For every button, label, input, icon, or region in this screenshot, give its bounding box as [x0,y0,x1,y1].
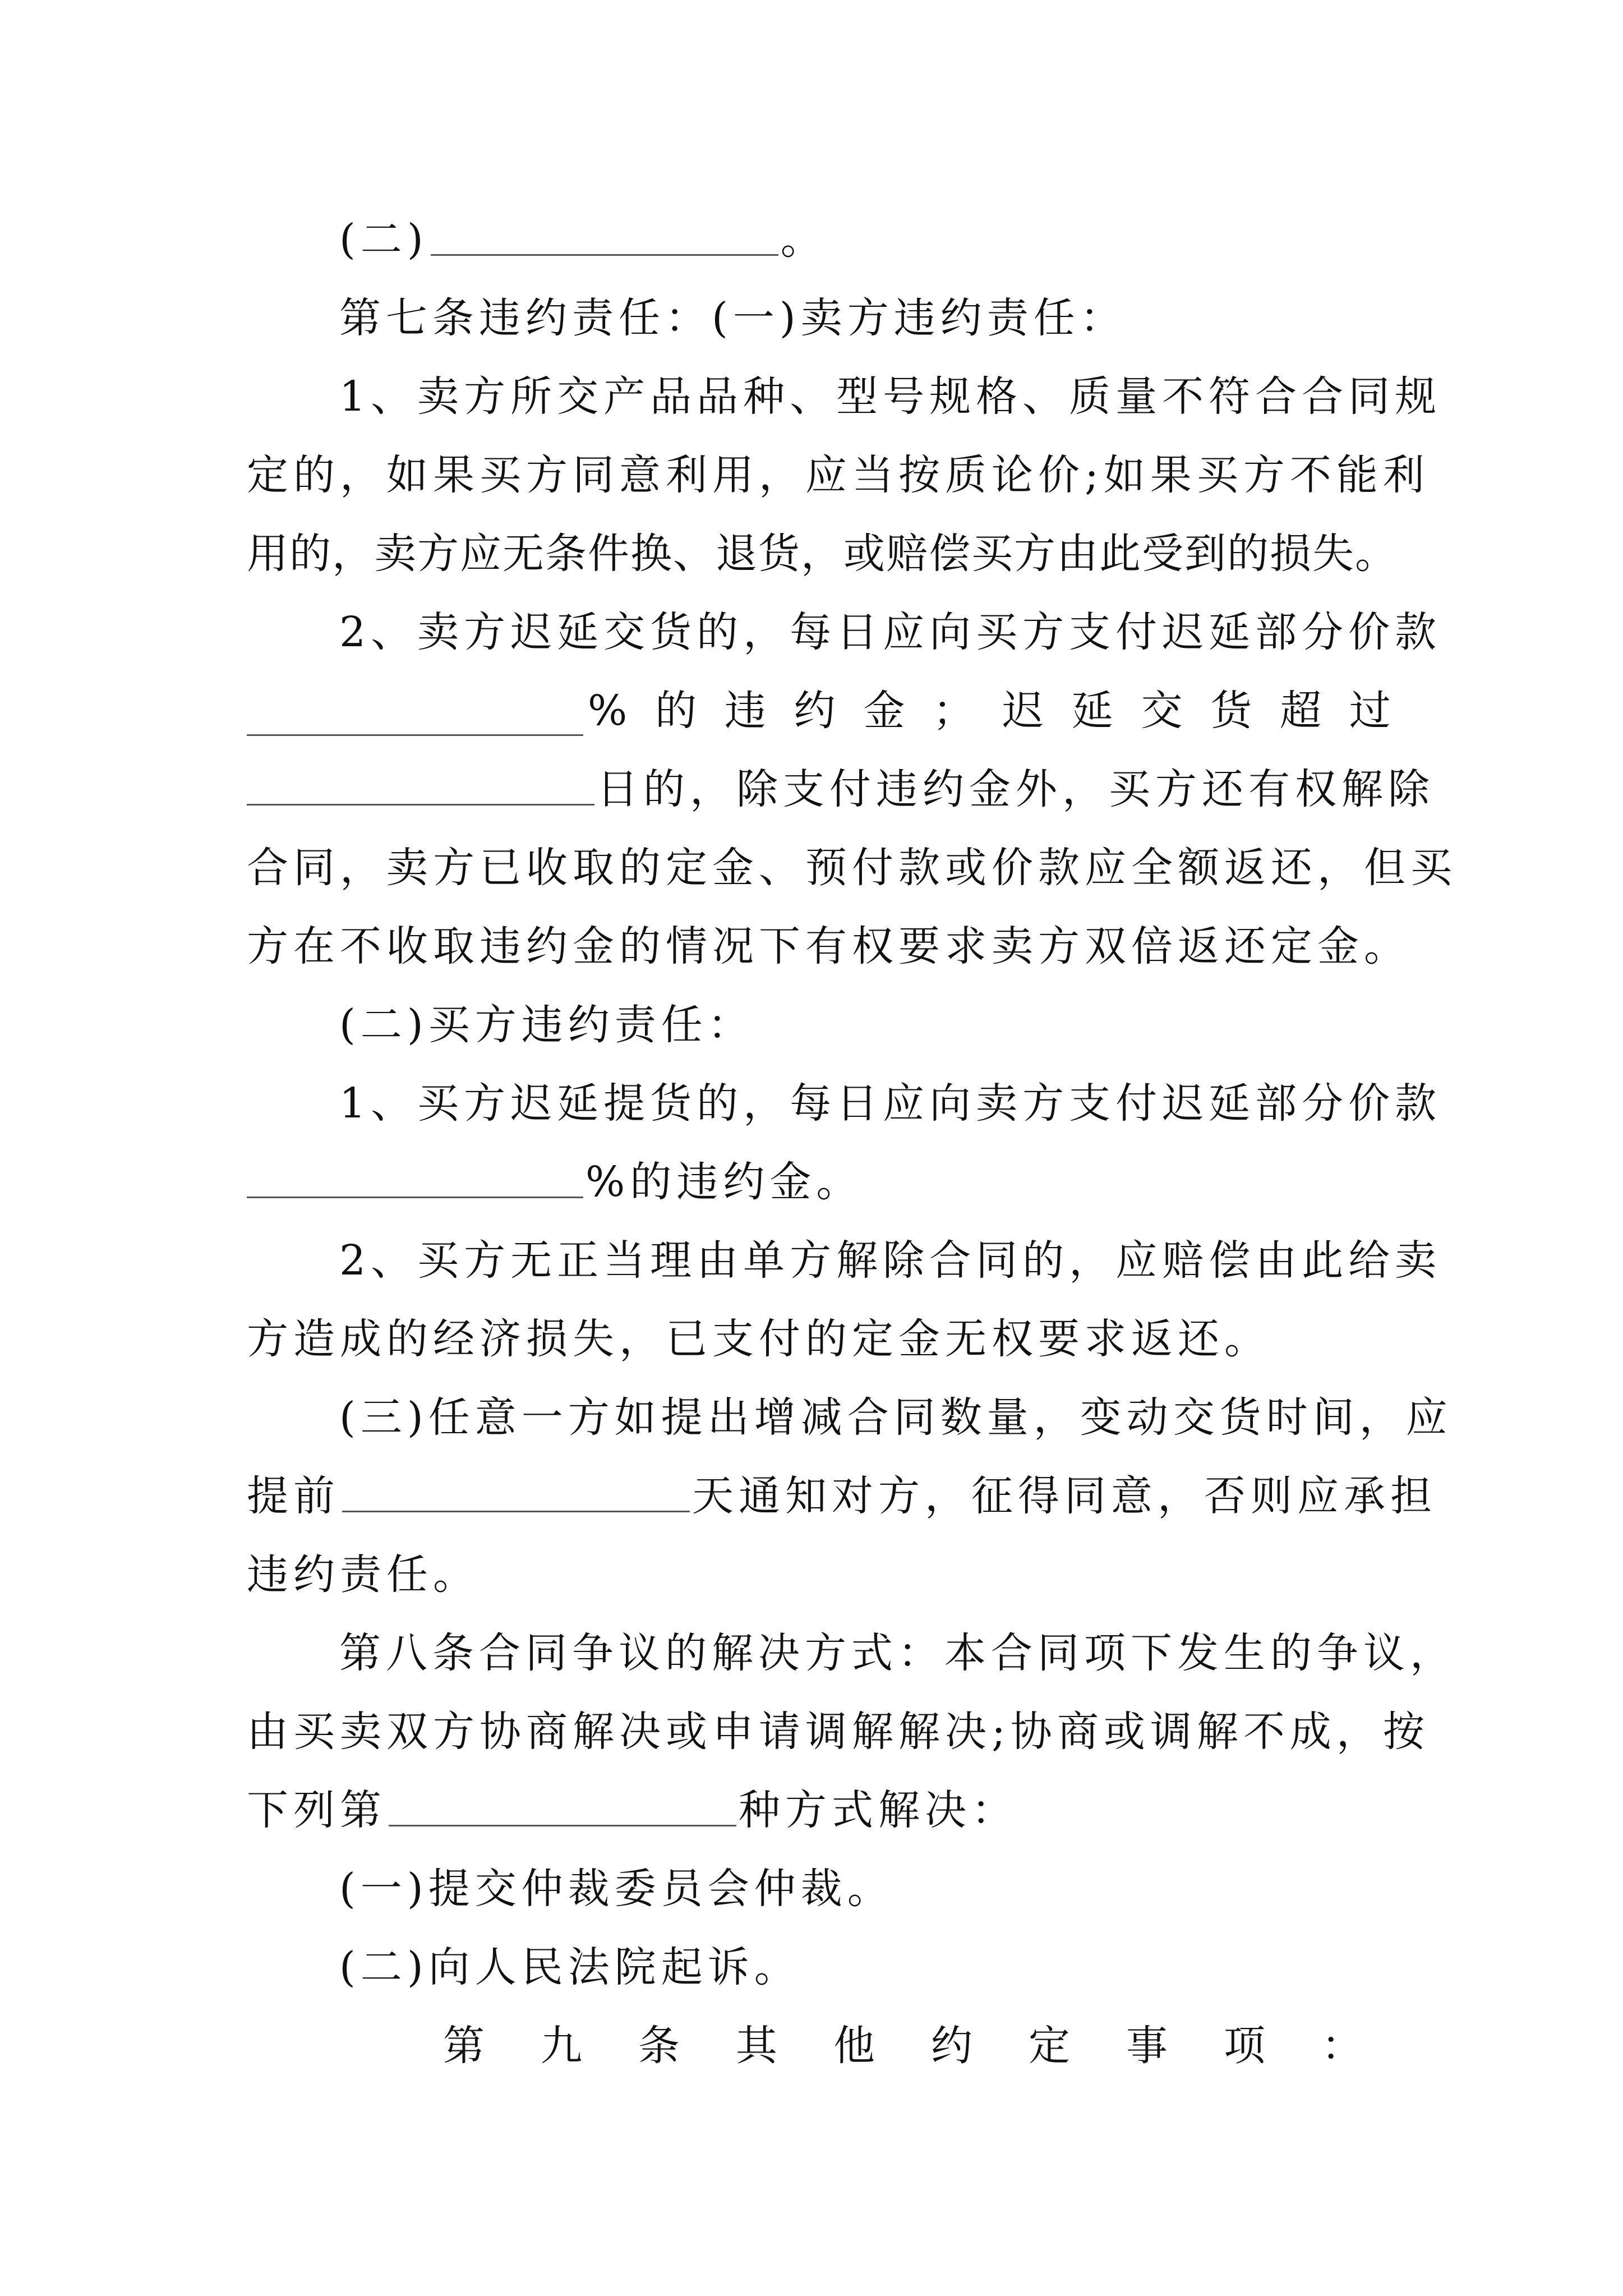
char: 迟 [1002,687,1044,735]
char: 的 [655,687,697,735]
paragraph-line: 违约责任。 [247,1550,479,1599]
delay-days-line [247,756,1435,823]
dispute-option-1: (一)提交仲裁委员会仲裁。 [339,1865,894,1913]
char: % [588,687,628,735]
spaced-text [588,677,1391,744]
blank-field[interactable] [342,1462,690,1512]
buyer-item-2: 2、买方无正当理由单方解除合同的，应赔偿由此给卖 [339,1236,1442,1285]
buyer-penalty-line [247,1148,1391,1216]
char: 货 [1210,687,1252,735]
line-text: 提前 [247,1472,340,1520]
article-8-heading: 第八条合同争议的解决方式：本合同项下发生的争议， [339,1629,1456,1677]
char: ： [1321,2022,1363,2070]
char: 延 [1071,687,1113,735]
buyer-item-1: 1、买方迟延提货的，每日应向卖方支付迟延部分价款 [339,1079,1442,1128]
paragraph-line: 合同，卖方已收取的定金、预付款或价款应全额返还，但买 [247,844,1457,892]
line-text: 日的，除支付违约金外，买方还有权解除 [597,765,1435,813]
item-suffix: 。 [780,215,827,264]
item-prefix: (二) [339,215,428,264]
char: ； [933,687,975,735]
article-7-seller-item-2: 2、卖方迟延交货的，每日应向买方支付迟延部分价款 [339,608,1442,656]
char: 定 [1029,2022,1070,2070]
blank-field[interactable] [247,686,583,736]
char: 过 [1349,687,1391,735]
line-text: 天通知对方，征得同意，否则应承担 [692,1472,1437,1520]
blank-field[interactable] [431,206,778,256]
line-text: 下列第 [247,1786,386,1834]
line-text: %的违约金。 [585,1158,863,1206]
blank-field[interactable] [247,1148,583,1198]
clause-6-item-2 [339,206,1391,273]
char: 九 [541,2022,582,2070]
char: 事 [1126,2022,1168,2070]
char: 项 [1224,2022,1265,2070]
paragraph-line: 方造成的经济损失，已支付的定金无权要求返还。 [247,1315,1271,1363]
article-9-heading [443,2012,1363,2079]
char: 约 [931,2022,972,2070]
char: 约 [794,687,836,735]
char: 他 [833,2022,875,2070]
paragraph-line: 方在不收取违约金的情况下有权要求卖方双倍返还定金。 [247,922,1410,970]
dispute-option-2: (二)向人民法院起诉。 [339,1943,801,1991]
penalty-rate-line [247,677,1391,744]
item-3-line: (三)任意一方如提出增减合同数量，变动交货时间，应 [339,1393,1453,1442]
char: 交 [1141,687,1183,735]
blank-field[interactable] [389,1777,736,1826]
blank-field[interactable] [247,756,594,806]
paragraph-line: 定的，如果买方同意利用，应当按质论价;如果买方不能利 [247,451,1430,499]
char: 金 [863,687,905,735]
notice-days-line [247,1462,1437,1530]
article-7-seller-item-1: 1、卖方所交产品品种、型号规格、质量不符合合同规 [339,372,1442,421]
char: 第 [443,2022,485,2070]
char: 条 [638,2022,680,2070]
article-7-heading: 第七条违约责任：(一)卖方违约责任： [339,294,1127,342]
char: 违 [724,687,766,735]
paragraph-line: 由买卖双方协商解决或申请调解解决;协商或调解不成，按 [247,1708,1430,1756]
paragraph-line: 用的，卖方应无条件换、退货，或赔偿买方由此受到的损失。 [247,530,1398,578]
dispute-method-line [247,1777,1391,1844]
line-text: 种方式解决： [739,1786,1018,1834]
buyer-liability-heading: (二)买方违约责任： [339,1001,754,1049]
char: 超 [1280,687,1322,735]
char: 其 [736,2022,777,2070]
